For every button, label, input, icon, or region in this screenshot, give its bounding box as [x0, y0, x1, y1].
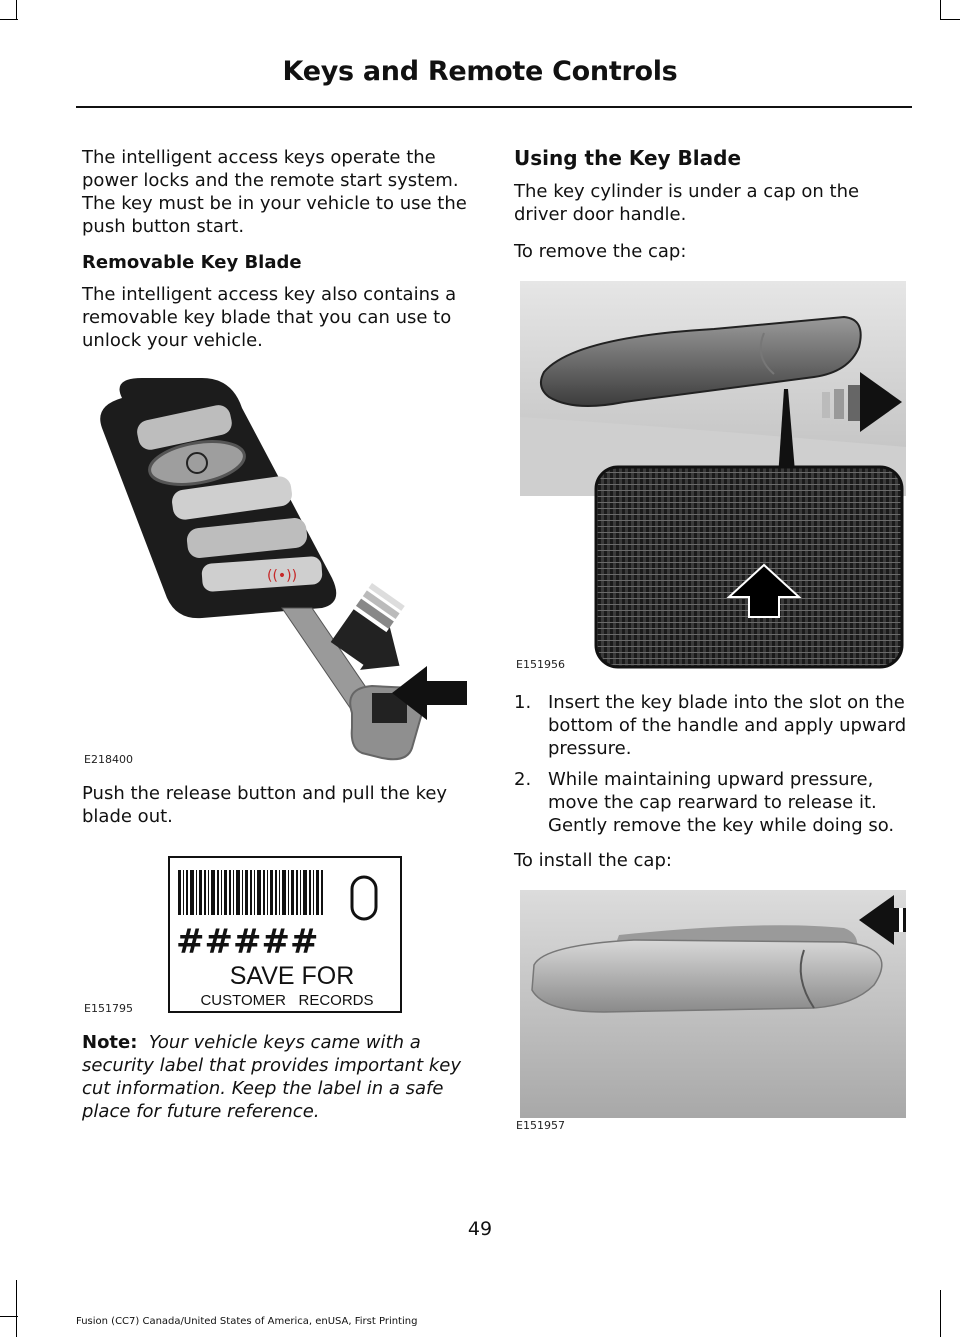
label-customer-records: CUSTOMER RECORDS: [200, 992, 374, 1009]
crop-mark: [16, 1280, 17, 1337]
door-handle-remove-figure: [514, 277, 908, 677]
note-text: Your vehicle keys came with a security label that provides important key cut information. Keep the label in a safe place for future reference.: [82, 1032, 462, 1122]
install-cap-label: To install the cap:: [514, 850, 672, 871]
crop-mark: [0, 19, 18, 20]
key-fob-figure: [82, 368, 472, 768]
header-rule: [76, 106, 912, 108]
step-number: 2.: [514, 769, 532, 790]
left-column: [82, 146, 474, 1123]
door-handle-install-illustration: [514, 890, 908, 1150]
figure-code: E151957: [516, 1119, 565, 1132]
removable-key-blade-text: The intelligent access key also contains a removable key blade that you can use to unlock your vehicle.: [82, 284, 457, 351]
push-release-text: Push the release button and pull the key blade out.: [82, 783, 448, 827]
svg-text:((•)): ((•)): [267, 568, 298, 584]
figure-code: E151795: [84, 1002, 133, 1015]
crop-mark: [940, 1290, 941, 1337]
label-hash: #####: [176, 922, 319, 962]
label-save-for: SAVE FOR: [229, 962, 355, 990]
using-key-blade-heading: Using the Key Blade: [514, 146, 742, 170]
step-text: While maintaining upward pressure, move the cap rearward to release it. Gently remove the key while doing so.: [548, 769, 895, 836]
security-label-figure: [82, 842, 474, 1017]
crop-mark: [940, 0, 941, 20]
removable-key-blade-heading: Removable Key Blade: [82, 252, 302, 273]
step-text: Insert the key blade into the slot on the bottom of the handle and apply upward pressure.: [548, 692, 907, 759]
door-handle-remove-illustration: [514, 277, 908, 677]
step-number: 1.: [514, 692, 532, 713]
crop-mark: [16, 0, 17, 20]
key-cylinder-text: The key cylinder is under a cap on the driver door handle.: [514, 181, 860, 225]
right-column: [514, 146, 909, 1164]
list-item: [514, 691, 909, 760]
crop-mark: [0, 1316, 18, 1317]
figure-code: E218400: [84, 753, 133, 766]
intro-paragraph: The intelligent access keys operate the power locks and the remote start system. The key must be in your vehicle to use the push button start.: [82, 147, 467, 237]
figure-code: E151956: [516, 658, 565, 671]
page-title: Keys and Remote Controls: [282, 56, 678, 87]
page-number: 49: [467, 1218, 493, 1240]
footer-text: Fusion (CC7) Canada/United States of America, enUSA, First Printing: [76, 1316, 418, 1327]
remove-steps-list: [514, 691, 909, 837]
crop-mark: [941, 19, 960, 20]
note-paragraph: [82, 1031, 474, 1123]
security-label-illustration: [82, 842, 474, 1017]
note-label: Note:: [82, 1032, 138, 1053]
list-item: [514, 768, 909, 837]
key-fob-illustration: [82, 368, 472, 768]
remove-cap-label: To remove the cap:: [514, 241, 687, 262]
door-handle-install-figure: [514, 890, 908, 1150]
